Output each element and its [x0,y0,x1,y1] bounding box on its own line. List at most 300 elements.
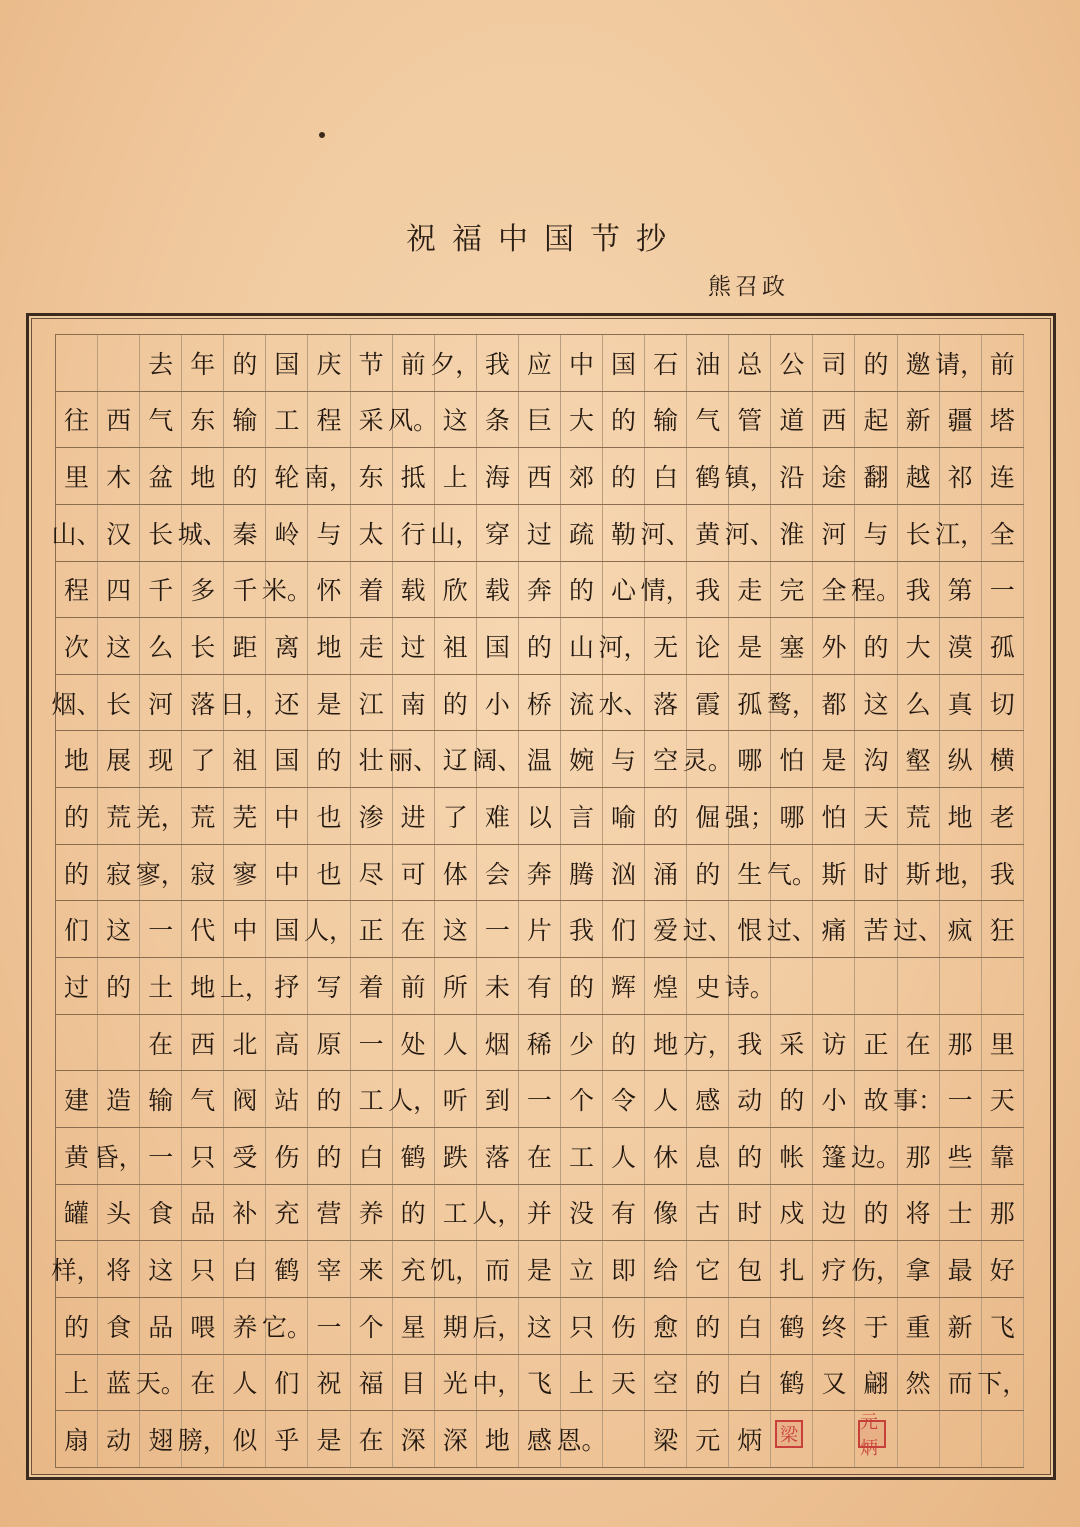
grid-cell: 伤 [603,1298,645,1354]
grid-cell: 秦 [224,505,266,561]
grid-row [56,845,1024,902]
grid-cell: 往 [56,392,98,448]
grid-cell: 那 [940,1015,982,1071]
seal-stamp: 元炳 [858,1420,886,1448]
grid-cell: 途 [813,448,855,504]
grid-cell: 饥， [435,1241,477,1297]
grid-cell: 的 [224,335,266,391]
grid-cell: 怕 [813,788,855,844]
grid-cell: 我 [898,562,940,618]
grid-cell: 道 [771,392,813,448]
grid-cell: 北 [224,1015,266,1071]
grid-cell: 过 [56,958,98,1014]
grid-cell: 疗 [813,1241,855,1297]
grid-cell: 人， [393,1071,435,1127]
grid-cell [603,1411,645,1467]
grid-cell: 祖 [224,731,266,787]
grid-cell: 人 [224,1355,266,1411]
grid-cell: 地， [940,845,982,901]
grid-cell: 这 [519,1298,561,1354]
grid-cell: 走 [729,562,771,618]
grid-cell: 人 [603,1128,645,1184]
grid-cell: 梁 [645,1411,687,1467]
grid-cell: 着 [351,958,393,1014]
grid-cell: 个 [351,1298,393,1354]
grid-cell: 我 [561,901,603,957]
grid-cell: 黄 [687,505,729,561]
grid-cell: 中 [224,901,266,957]
grid-cell: 像 [645,1185,687,1241]
grid-cell: 荒 [898,788,940,844]
grid-cell: 靠 [982,1128,1024,1184]
grid-cell: 祝 [308,1355,350,1411]
grid-cell: 而 [940,1355,982,1411]
grid-cell: 与 [855,505,897,561]
grid-cell: 我 [477,335,519,391]
grid-cell: 油 [687,335,729,391]
grid-cell: 一 [308,1298,350,1354]
grid-cell: 汹 [603,845,645,901]
grid-cell: 煌 [645,958,687,1014]
grid-cell: 情， [645,562,687,618]
grid-cell: 的 [519,618,561,674]
grid-cell: 后， [477,1298,519,1354]
grid-row [56,562,1024,619]
grid-row [56,1298,1024,1355]
grid-cell: 好 [982,1241,1024,1297]
grid-cell: 河、 [645,505,687,561]
grid-cell: 漠 [940,618,982,674]
grid-cell [98,1015,140,1071]
grid-cell: 白 [729,1298,771,1354]
grid-cell: 稀 [519,1015,561,1071]
grid-cell: 荒 [98,788,140,844]
grid-row [51,505,1024,562]
grid-cell: 伤 [266,1128,308,1184]
grid-cell: 地 [477,1411,519,1467]
grid-cell: 离 [266,618,308,674]
grid-cell: 品 [140,1298,182,1354]
grid-cell: 一 [982,562,1024,618]
grid-cell: 造 [98,1071,140,1127]
grid-cell: 疆 [940,392,982,448]
grid-cell: 边 [813,1185,855,1241]
grid-cell: 在 [140,1015,182,1071]
grid-cell: 所 [435,958,477,1014]
grid-cell [982,1411,1024,1467]
author-name: 熊召政 [708,274,789,300]
grid-cell: 宰 [308,1241,350,1297]
grid-cell: 最 [940,1241,982,1297]
grid-cell: 正 [855,1015,897,1071]
grid-cell: 夕， [435,335,477,391]
grid-cell: 工 [351,1071,393,1127]
grid-cell: 程 [56,562,98,618]
grid-cell: 是 [308,1411,350,1467]
grid-cell: 空 [645,1355,687,1411]
grid-cell: 年 [182,335,224,391]
grid-cell: 国 [266,335,308,391]
grid-cell [898,1411,940,1467]
grid-cell: 的 [98,958,140,1014]
grid-cell: 天 [603,1355,645,1411]
grid-cell: 爱 [645,901,687,957]
grid-cell [813,1411,855,1467]
grid-cell: 大 [561,392,603,448]
grid-cell: 写 [308,958,350,1014]
grid-cell: 壮 [351,731,393,787]
grid-cell: 而 [477,1241,519,1297]
grid-cell: 言 [561,788,603,844]
grid-cell: 石 [645,335,687,391]
grid-cell: 些 [940,1128,982,1184]
grid-cell: 炳 [729,1411,771,1467]
grid-cell: 我 [729,1015,771,1071]
grid-cell: 的 [687,1355,729,1411]
grid-cell: 喂 [182,1298,224,1354]
grid-cell: 动 [729,1071,771,1127]
grid-cell: 这 [98,901,140,957]
grid-cell: 行 [393,505,435,561]
grid-cell: 国 [603,335,645,391]
grid-cell: 的 [393,1185,435,1241]
grid-cell: 跌 [435,1128,477,1184]
grid-cell: 也 [308,788,350,844]
grid-cell: 然 [898,1355,940,1411]
grid-cell: 应 [519,335,561,391]
grid-cell: 并 [519,1185,561,1241]
grid-cell: 休 [645,1128,687,1184]
grid-cell: 片 [519,901,561,957]
grid-cell: 蓝 [98,1355,140,1411]
grid-cell: 公 [771,335,813,391]
grid-cell: 哪 [771,788,813,844]
grid-cell: 西 [98,392,140,448]
grid-cell: 斯 [898,845,940,901]
grid-cell: 的 [224,448,266,504]
grid-cell: 的 [56,1298,98,1354]
grid-cell: 去 [140,335,182,391]
grid-cell: 水、 [603,675,645,731]
grid-cell: 充 [266,1185,308,1241]
grid-cell: 人 [645,1071,687,1127]
grid-cell: 祖 [435,618,477,674]
grid-cell: 奔 [519,562,561,618]
grid-cell: 扇 [56,1411,98,1467]
grid-cell: 河 [813,505,855,561]
grid-cell: 请， [940,335,982,391]
grid-cell: 寂 [98,845,140,901]
grid-cell: 翻 [855,448,897,504]
grid-cell: 邀 [898,335,940,391]
grid-cell [898,958,940,1014]
grid-cell: 采 [771,1015,813,1071]
grid-cell: 起 [855,392,897,448]
grid-cell: 上 [435,448,477,504]
grid-cell: 地 [940,788,982,844]
grid-cell: 的 [435,675,477,731]
grid-cell: 少 [561,1015,603,1071]
grid-cell: 乎 [266,1411,308,1467]
grid-cell: 无 [645,618,687,674]
grid-cell: 横 [982,731,1024,787]
grid-cell: 工 [435,1185,477,1241]
page-title: 祝福中国节抄 [406,222,682,257]
grid-cell: 国 [266,901,308,957]
grid-cell: 翩 [855,1355,897,1411]
grid-cell: 千 [140,562,182,618]
grid-cell: 中 [561,335,603,391]
grid-cell: 于 [855,1298,897,1354]
grid-cell: 盆 [140,448,182,504]
grid-cell: 史 [687,958,729,1014]
grid-cell: 难 [477,788,519,844]
grid-cell: 日， [224,675,266,731]
grid-cell: 重 [898,1298,940,1354]
grid-cell: 腾 [561,845,603,901]
grid-cell: 苦 [855,901,897,957]
grid-cell: 是 [813,731,855,787]
grid-cell: 落 [182,675,224,731]
grid-cell: 访 [813,1015,855,1071]
grid-cell: 的 [687,1298,729,1354]
grid-cell: 了 [182,731,224,787]
grid-cell: 荒 [182,788,224,844]
grid-cell: 大 [898,618,940,674]
grid-cell: 工 [266,392,308,448]
grid-cell: 下， [982,1355,1024,1411]
grid-cell: 古 [687,1185,729,1241]
grid-cell [940,1411,982,1467]
grid-cell: 鹜， [771,675,813,731]
grid-cell: 纵 [940,731,982,787]
grid-cell: 补 [224,1185,266,1241]
grid-cell: 站 [266,1071,308,1127]
grid-cell: 代 [182,901,224,957]
grid-cell: 塞 [771,618,813,674]
grid-cell: 拿 [898,1241,940,1297]
grid-cell: 黄 [56,1128,98,1184]
grid-cell: 芜 [224,788,266,844]
grid-cell: 扎 [771,1241,813,1297]
grid-cell: 小 [813,1071,855,1127]
grid-cell: 包 [729,1241,771,1297]
ink-dot [319,132,325,138]
grid-cell: 白 [351,1128,393,1184]
grid-cell: 天 [855,788,897,844]
grid-cell: 辉 [603,958,645,1014]
grid-cell: 条 [477,392,519,448]
grid-cell: 婉 [561,731,603,787]
grid-cell: 似 [224,1411,266,1467]
grid-cell: 地 [182,448,224,504]
grid-cell: 它 [687,1241,729,1297]
grid-row [56,335,1024,392]
grid-cell: 食 [98,1298,140,1354]
grid-cell: 深 [393,1411,435,1467]
grid-cell: 尽 [351,845,393,901]
grid-cell: 鹤 [771,1355,813,1411]
grid-cell: 城、 [182,505,224,561]
grid-cell [982,958,1024,1014]
grid-cell: 没 [561,1185,603,1241]
grid-cell: 温 [519,731,561,787]
grid-cell: 烟 [477,1015,519,1071]
grid-cell: 与 [308,505,350,561]
grid-cell: 切 [982,675,1024,731]
grid-cell: 的 [645,788,687,844]
grid-cell: 程。 [855,562,897,618]
grid-cell: 鹤 [393,1128,435,1184]
grid-cell: 孤 [982,618,1024,674]
grid-cell: 四 [98,562,140,618]
grid-cell: 输 [224,392,266,448]
grid-cell: 第 [940,562,982,618]
grid-cell: 疏 [561,505,603,561]
grid-cell: 受 [224,1128,266,1184]
grid-row [56,618,1024,675]
grid-cell: 会 [477,845,519,901]
manuscript-grid [51,334,1028,1468]
grid-cell: 长 [98,675,140,731]
grid-cell: 个 [561,1071,603,1127]
grid-row [56,788,1024,845]
grid-cell: 是 [519,1241,561,1297]
grid-cell: 时 [855,845,897,901]
grid-cell: 这 [435,901,477,957]
grid-cell: 河 [140,675,182,731]
grid-cell: 论 [687,618,729,674]
grid-cell: 强； [729,788,771,844]
grid-cell: 木 [98,448,140,504]
grid-cell: 元 [687,1411,729,1467]
grid-cell: 中 [266,845,308,901]
grid-cell: 穿 [477,505,519,561]
grid-cell: 又 [813,1355,855,1411]
grid-cell: 生 [729,845,771,901]
grid-cell: 与 [603,731,645,787]
grid-cell: 给 [645,1241,687,1297]
grid-cell: 新 [898,392,940,448]
grid-cell: 哪 [729,731,771,787]
grid-cell: 将 [98,1241,140,1297]
grid-cell: 走 [351,618,393,674]
grid-cell: 流 [561,675,603,731]
grid-cell [56,335,98,391]
grid-cell: 食 [140,1185,182,1241]
grid-cell: 这 [98,618,140,674]
grid-cell: 时 [729,1185,771,1241]
grid-cell: 白 [645,448,687,504]
grid-cell: 恨 [729,901,771,957]
grid-cell: 的 [855,1185,897,1241]
grid-row [56,1355,1028,1412]
grid-cell: 山 [561,618,603,674]
grid-cell: 来 [351,1241,393,1297]
grid-cell: 有 [603,1185,645,1241]
grid-cell: 方， [687,1015,729,1071]
grid-cell: 次 [56,618,98,674]
grid-cell: 篷 [813,1128,855,1184]
grid-cell: 故 [855,1071,897,1127]
grid-cell: 里 [56,448,98,504]
grid-cell: 过 [519,505,561,561]
grid-cell: 白 [224,1241,266,1297]
grid-cell: 着 [351,562,393,618]
grid-cell: 勒 [603,505,645,561]
grid-cell: 们 [266,1355,308,1411]
grid-cell: 动 [98,1411,140,1467]
grid-cell: 外 [813,618,855,674]
grid-cell: 真 [940,675,982,731]
grid-row [56,448,1024,505]
grid-cell: 这 [435,392,477,448]
grid-cell: 欣 [435,562,477,618]
grid-cell: 感 [519,1411,561,1467]
grid-cell: 河， [603,618,645,674]
grid-cell: 海 [477,448,519,504]
grid-cell: 庆 [308,335,350,391]
grid-cell: 完 [771,562,813,618]
grid-cell: 孤 [729,675,771,731]
grid-cell: 那 [982,1185,1024,1241]
grid-cell: 那 [898,1128,940,1184]
grid-cell [940,958,982,1014]
grid-cell: 了 [435,788,477,844]
grid-cell: 鹤 [771,1298,813,1354]
grid-cell: 地 [182,958,224,1014]
grid-cell: 全 [982,505,1024,561]
grid-cell: 淮 [771,505,813,561]
grid-cell: 立 [561,1241,603,1297]
grid-cell: 输 [645,392,687,448]
grid-cell: 一 [351,1015,393,1071]
grid-cell: 样， [56,1241,98,1297]
grid-cell: 飞 [519,1355,561,1411]
grid-cell: 的 [561,562,603,618]
grid-cell: 处 [393,1015,435,1071]
grid-cell: 工 [561,1128,603,1184]
grid-cell: 桥 [519,675,561,731]
grid-cell: 即 [603,1241,645,1297]
grid-cell: 将 [898,1185,940,1241]
grid-cell: 轮 [266,448,308,504]
grid-cell: 可 [393,845,435,901]
grid-cell: 光 [435,1355,477,1411]
grid-cell: 寥 [224,845,266,901]
grid-cell: 令 [603,1071,645,1127]
grid-cell: 长 [140,505,182,561]
grid-cell: 听 [435,1071,477,1127]
grid-cell: 郊 [561,448,603,504]
grid-cell: 是 [729,618,771,674]
grid-cell: 壑 [898,731,940,787]
grid-cell: 塔 [982,392,1024,448]
grid-cell: 抒 [266,958,308,1014]
grid-cell: 程 [308,392,350,448]
grid-cell: 星 [393,1298,435,1354]
grid-cell: 寥， [140,845,182,901]
grid-cell: 我 [982,845,1024,901]
grid-cell: 辽 [435,731,477,787]
grid-cell [98,335,140,391]
grid-cell: 终 [813,1298,855,1354]
grid-cell: 么 [140,618,182,674]
grid-cell: 的 [561,958,603,1014]
grid-cell: 丽、 [393,731,435,787]
grid-cell: 心 [603,562,645,618]
grid-cell: 的 [56,788,98,844]
